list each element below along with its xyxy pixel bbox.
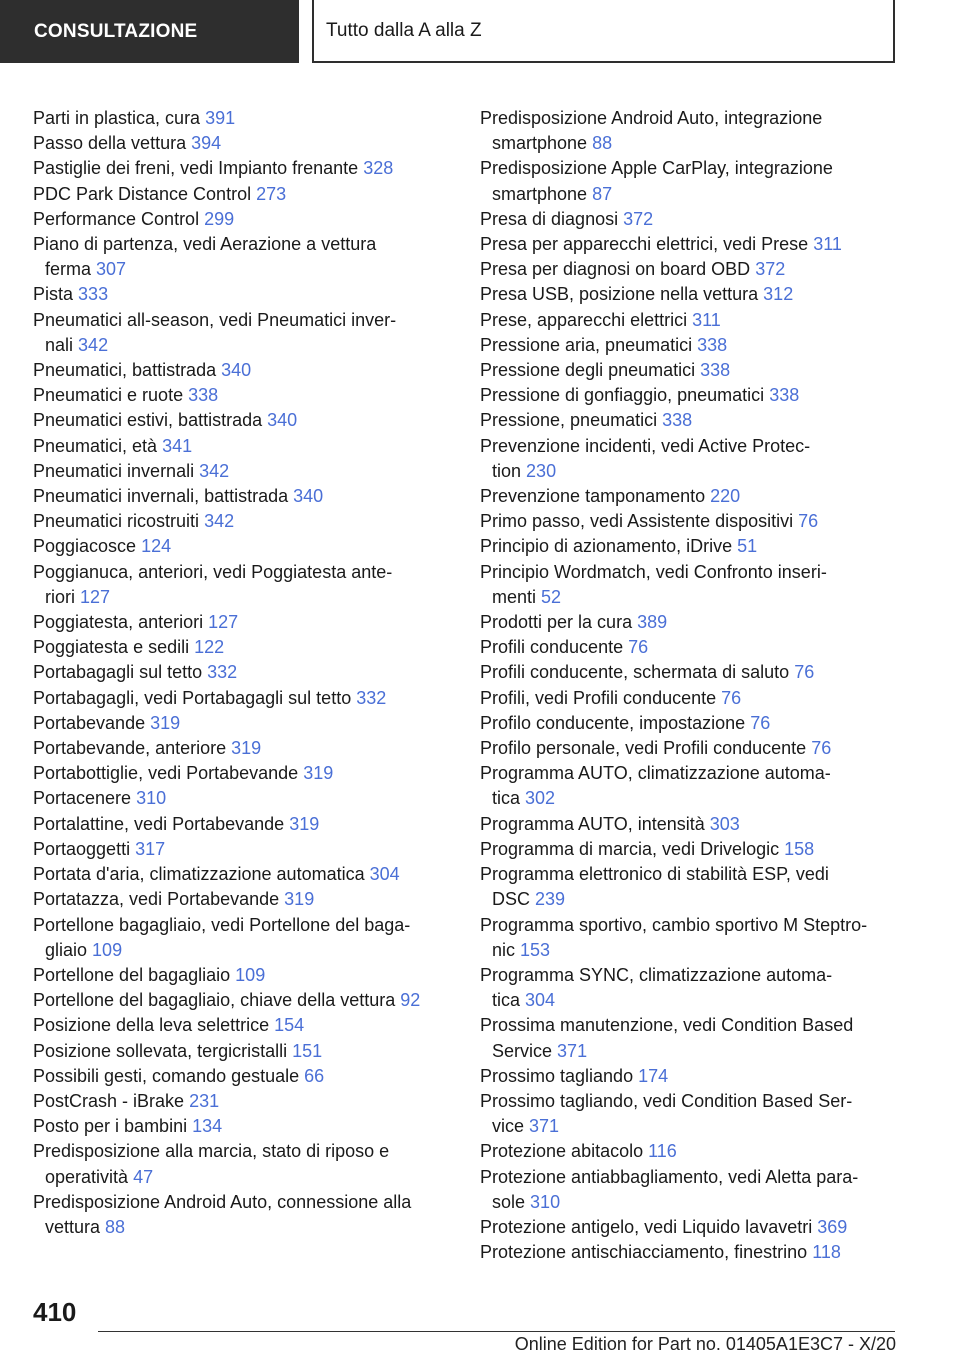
index-entry — [480, 1064, 905, 1089]
index-term: Profili, vedi Profili conducente — [480, 687, 717, 708]
page-link[interactable]: 371 — [529, 1116, 560, 1137]
section-label: CONSULTAZIONE — [34, 20, 198, 42]
index-term: Piano di partenza, vedi Aerazione a vettura — [33, 234, 377, 255]
index-term: Pneumatici, battistrada — [33, 360, 217, 381]
index-term: Programma elettronico di stabilità ESP, vedi — [480, 864, 829, 885]
page-link[interactable]: 312 — [763, 284, 794, 305]
index-term: Possibili gesti, comando gestuale — [33, 1065, 300, 1086]
page-link[interactable]: 338 — [188, 385, 219, 406]
index-term-continuation: DSC — [492, 889, 531, 910]
index-entry — [480, 837, 905, 862]
index-term: Principio di azionamento, iDrive — [480, 536, 733, 557]
index-term: Posto per i bambini — [33, 1116, 188, 1137]
page-link[interactable]: 371 — [557, 1040, 588, 1061]
index-term: Pneumatici estivi, battistrada — [33, 410, 263, 431]
page-link[interactable]: 304 — [369, 864, 400, 885]
index-entry — [33, 913, 443, 963]
index-entry — [480, 534, 905, 559]
index-term: Parti in plastica, cura — [33, 108, 201, 128]
index-entry — [480, 408, 905, 433]
page-link[interactable]: 66 — [304, 1065, 325, 1086]
index-term: Portabevande — [33, 712, 146, 733]
index-term: Programma AUTO, intensità — [480, 813, 705, 834]
index-entry — [33, 106, 443, 131]
index-entry — [480, 1139, 905, 1164]
index-entry — [480, 635, 905, 660]
index-term-continuation: gliaio — [45, 939, 88, 960]
index-entry — [480, 736, 905, 761]
index-column-left — [33, 106, 443, 1240]
index-term-continuation: Service — [492, 1040, 553, 1061]
index-term: Portabagagli, vedi Portabagagli sul tetto — [33, 687, 352, 708]
index-term: Prossima manutenzione, vedi Condition Based — [480, 1015, 854, 1036]
index-term: Performance Control — [33, 208, 200, 229]
index-term: Predisposizione alla marcia, stato di riposo e — [33, 1141, 390, 1162]
index-term: Poggiatesta, anteriori — [33, 612, 204, 633]
index-term-continuation: ferma — [45, 259, 92, 280]
index-term: Protezione antigelo, vedi Liquido lavavetri — [480, 1216, 813, 1237]
index-entry — [480, 1215, 905, 1240]
index-entry — [480, 1089, 905, 1139]
index-term-continuation: operatività — [45, 1166, 129, 1187]
index-term: Pressione, pneumatici — [480, 410, 658, 431]
index-term: Prevenzione incidenti, vedi Active Protec- — [480, 435, 811, 456]
index-term: PDC Park Distance Control — [33, 183, 252, 204]
index-term: Portalattine, vedi Portabevande — [33, 813, 285, 834]
page-link[interactable]: 239 — [535, 889, 566, 910]
index-entry — [33, 308, 443, 358]
index-term-continuation: tica — [492, 990, 521, 1011]
page-link[interactable]: 310 — [530, 1191, 561, 1212]
page-link[interactable]: 342 — [204, 511, 235, 532]
index-term: Protezione abitacolo — [480, 1141, 644, 1162]
index-term-continuation: nali — [45, 334, 74, 355]
index-entry — [33, 560, 443, 610]
page-link[interactable]: 76 — [628, 637, 649, 658]
index-term: Pastiglie dei freni, vedi Impianto frenante — [33, 158, 359, 179]
index-entry — [33, 1114, 443, 1139]
index-term: Posizione sollevata, tergicristalli — [33, 1040, 288, 1061]
page-link[interactable]: 311 — [692, 309, 721, 330]
index-entry — [480, 257, 905, 282]
index-term: Pressione di gonfiaggio, pneumatici — [480, 385, 765, 406]
page-link[interactable]: 391 — [205, 108, 236, 128]
page-link[interactable]: 109 — [92, 939, 123, 960]
index-entry — [33, 711, 443, 736]
page-link[interactable]: 342 — [78, 334, 109, 355]
index-term: Portellone bagagliaio, vedi Portellone del baga- — [33, 914, 411, 935]
index-entry — [33, 988, 443, 1013]
index-term: PostCrash - iBrake — [33, 1090, 185, 1111]
page-link[interactable]: 76 — [721, 687, 742, 708]
page-link[interactable]: 369 — [817, 1216, 848, 1237]
index-entry — [33, 736, 443, 761]
index-term: Profili conducente, schermata di saluto — [480, 662, 790, 683]
index-entry — [33, 509, 443, 534]
page-link[interactable]: 333 — [78, 284, 109, 305]
index-term: Prossimo tagliando, vedi Condition Based Ser- — [480, 1090, 853, 1111]
index-term-continuation: nic — [492, 939, 516, 960]
index-term: Programma di marcia, vedi Drivelogic — [480, 838, 780, 859]
index-term: Portaoggetti — [33, 838, 131, 859]
index-term: Portabottiglie, vedi Portabevande — [33, 763, 299, 784]
index-term: Pneumatici invernali — [33, 460, 195, 481]
index-entry — [33, 1039, 443, 1064]
index-term-continuation: smartphone — [492, 133, 588, 154]
page-link[interactable]: 319 — [231, 738, 262, 759]
page-link[interactable]: 174 — [638, 1065, 669, 1086]
index-entry — [480, 484, 905, 509]
index-term: Portabevande, anteriore — [33, 738, 227, 759]
page-header-title — [312, 0, 895, 63]
page-link[interactable]: 118 — [812, 1242, 841, 1263]
index-entry — [33, 207, 443, 232]
index-entry — [33, 635, 443, 660]
page-link[interactable]: 134 — [192, 1116, 223, 1137]
index-term-continuation: menti — [492, 586, 537, 607]
index-term: Pressione degli pneumatici — [480, 360, 696, 381]
page-link[interactable]: 338 — [662, 410, 693, 431]
index-term: Presa di diagnosi — [480, 208, 619, 229]
index-entry — [480, 963, 905, 1013]
index-entry — [33, 686, 443, 711]
index-term: Poggiacosce — [33, 536, 137, 557]
index-term-continuation: tion — [492, 460, 522, 481]
page-link[interactable]: 87 — [592, 183, 613, 204]
page-link[interactable]: 88 — [105, 1216, 126, 1237]
index-entry — [33, 282, 443, 307]
index-entry — [480, 660, 905, 685]
page-link[interactable]: 328 — [363, 158, 394, 179]
index-entry — [480, 282, 905, 307]
page-link[interactable]: 127 — [80, 586, 111, 607]
index-term: Pneumatici ricostruiti — [33, 511, 200, 532]
page-link[interactable]: 311 — [813, 234, 842, 255]
index-term: Predisposizione Apple CarPlay, integrazione — [480, 158, 833, 179]
edition-note: Online Edition for Part no. 01405A1E3C7 - X/20 — [514, 1334, 896, 1354]
index-term-continuation: tica — [492, 788, 521, 809]
index-term: Pista — [33, 284, 74, 305]
index-term: Poggianuca, anteriori, vedi Poggiatesta ante- — [33, 561, 393, 582]
index-term-continuation: sole — [492, 1191, 526, 1212]
page-link[interactable]: 158 — [784, 838, 815, 859]
page-link[interactable]: 372 — [755, 259, 786, 280]
index-entry — [480, 862, 905, 912]
index-entry — [33, 484, 443, 509]
index-term: Predisposizione Android Auto, integrazione — [480, 108, 823, 128]
index-entry — [480, 711, 905, 736]
index-entry — [33, 660, 443, 685]
index-entry — [33, 358, 443, 383]
index-term: Prevenzione tamponamento — [480, 486, 706, 507]
page-link[interactable]: 51 — [737, 536, 758, 557]
index-entry — [480, 812, 905, 837]
page-link[interactable]: 319 — [289, 813, 320, 834]
page-link[interactable]: 340 — [221, 360, 252, 381]
index-entry — [480, 1165, 905, 1215]
index-entry — [33, 434, 443, 459]
page-link[interactable]: 127 — [208, 612, 239, 633]
page-link[interactable]: 394 — [191, 133, 222, 154]
index-entry — [33, 887, 443, 912]
index-entry — [480, 761, 905, 811]
page-link[interactable]: 52 — [541, 586, 562, 607]
page-link[interactable]: 76 — [811, 738, 832, 759]
index-entry — [480, 610, 905, 635]
index-term: Protezione antischiacciamento, finestrino — [480, 1242, 808, 1263]
index-entry — [33, 1089, 443, 1114]
index-entry — [33, 1013, 443, 1038]
index-term: Posizione della leva selettrice — [33, 1015, 270, 1036]
index-term: Portatazza, vedi Portabevande — [33, 889, 280, 910]
index-term: Pneumatici all-season, vedi Pneumatici inver- — [33, 309, 397, 330]
index-entry — [33, 182, 443, 207]
index-term: Portacenere — [33, 788, 132, 809]
index-entry — [480, 434, 905, 484]
page-link[interactable]: 317 — [135, 838, 166, 859]
index-entry — [33, 383, 443, 408]
index-term-continuation: riori — [45, 586, 75, 607]
index-entry — [33, 1139, 443, 1189]
index-entry — [33, 408, 443, 433]
index-term: Prese, apparecchi elettrici — [480, 309, 688, 330]
page-link[interactable]: 332 — [356, 687, 387, 708]
page-link[interactable]: 151 — [292, 1040, 323, 1061]
index-entry — [33, 534, 443, 559]
page-link[interactable]: 319 — [284, 889, 315, 910]
page-link[interactable]: 76 — [798, 511, 819, 532]
footer-divider — [98, 1331, 895, 1332]
index-entry — [480, 207, 905, 232]
section-tab — [0, 0, 299, 63]
index-entry — [480, 308, 905, 333]
page-link[interactable]: 338 — [769, 385, 800, 406]
page-link[interactable]: 303 — [709, 813, 740, 834]
index-term: Passo della vettura — [33, 133, 187, 154]
index-term-continuation: vettura — [45, 1216, 101, 1237]
index-entry — [33, 837, 443, 862]
index-column-right — [480, 106, 905, 1265]
index-entry — [33, 131, 443, 156]
header-title-text: Tutto dalla A alla Z — [326, 19, 482, 41]
page-link[interactable]: 332 — [207, 662, 238, 683]
index-entry — [33, 1064, 443, 1089]
index-term: Portabagagli sul tetto — [33, 662, 203, 683]
index-entry — [33, 812, 443, 837]
index-term: Presa per diagnosi on board OBD — [480, 259, 751, 280]
page-link[interactable]: 76 — [794, 662, 815, 683]
index-entry — [480, 383, 905, 408]
page-link[interactable]: 319 — [150, 712, 181, 733]
index-entry — [480, 1013, 905, 1063]
index-term: Protezione antiabbagliamento, vedi Aletta para- — [480, 1166, 859, 1187]
page-link[interactable]: 220 — [710, 486, 741, 507]
page-link[interactable]: 340 — [293, 486, 324, 507]
page-link[interactable]: 231 — [189, 1090, 220, 1111]
index-term: Prodotti per la cura — [480, 612, 633, 633]
index-term: Portellone del bagagliaio — [33, 964, 231, 985]
index-term: Pneumatici invernali, battistrada — [33, 486, 289, 507]
page-link[interactable]: 340 — [267, 410, 298, 431]
index-entry — [33, 862, 443, 887]
index-term: Prossimo tagliando — [480, 1065, 634, 1086]
index-term: Programma AUTO, climatizzazione automa- — [480, 763, 831, 784]
index-term: Portellone del bagagliaio, chiave della vettura — [33, 990, 396, 1011]
index-entry — [33, 786, 443, 811]
index-entry — [480, 333, 905, 358]
index-entry — [33, 459, 443, 484]
index-entry — [33, 1190, 443, 1240]
index-term-continuation: smartphone — [492, 183, 588, 204]
index-term: Predisposizione Android Auto, connessione alla — [33, 1191, 412, 1212]
page-link[interactable]: 124 — [141, 536, 172, 557]
page-link[interactable]: 307 — [96, 259, 127, 280]
page-link[interactable]: 319 — [303, 763, 334, 784]
index-term-continuation: vice — [492, 1116, 525, 1137]
page-link[interactable]: 338 — [700, 360, 731, 381]
index-term: Presa USB, posizione nella vettura — [480, 284, 759, 305]
page-number: 410 — [33, 1297, 77, 1327]
index-entry — [480, 232, 905, 257]
index-term: Profilo conducente, impostazione — [480, 712, 746, 733]
page-link[interactable]: 47 — [133, 1166, 154, 1187]
page-link[interactable]: 299 — [204, 208, 235, 229]
index-entry — [33, 232, 443, 282]
page-link[interactable]: 389 — [637, 612, 668, 633]
index-entry — [480, 686, 905, 711]
page-link[interactable]: 230 — [526, 460, 557, 481]
index-term: Profilo personale, vedi Profili conducente — [480, 738, 807, 759]
page-link[interactable]: 116 — [648, 1141, 677, 1162]
index-entry — [480, 156, 905, 206]
index-term: Programma sportivo, cambio sportivo M Steptro- — [480, 914, 868, 935]
index-entry — [480, 560, 905, 610]
index-entry — [33, 761, 443, 786]
page-link[interactable]: 338 — [697, 334, 728, 355]
index-entry — [33, 963, 443, 988]
page-link[interactable]: 122 — [194, 637, 225, 658]
page-link[interactable]: 341 — [162, 435, 193, 456]
page-link[interactable]: 76 — [750, 712, 771, 733]
page-link[interactable]: 154 — [274, 1015, 305, 1036]
index-term: Programma SYNC, climatizzazione automa- — [480, 964, 833, 985]
index-term: Primo passo, vedi Assistente dispositivi — [480, 511, 794, 532]
index-term: Principio Wordmatch, vedi Confronto inseri- — [480, 561, 827, 582]
page-link[interactable]: 273 — [256, 183, 287, 204]
page-link[interactable]: 109 — [235, 964, 266, 985]
index-entry — [33, 156, 443, 181]
page-link[interactable]: 302 — [525, 788, 556, 809]
page-link[interactable]: 310 — [136, 788, 167, 809]
page-link[interactable]: 342 — [199, 460, 230, 481]
index-term: Portata d'aria, climatizzazione automatica — [33, 864, 365, 885]
index-term: Presa per apparecchi elettrici, vedi Prese — [480, 234, 809, 255]
page-link[interactable]: 92 — [400, 990, 421, 1011]
index-entry — [480, 913, 905, 963]
index-entry — [480, 358, 905, 383]
index-entry — [480, 1240, 905, 1265]
index-term: Poggiatesta e sedili — [33, 637, 190, 658]
index-entry — [33, 610, 443, 635]
index-entry — [480, 509, 905, 534]
index-term: Pressione aria, pneumatici — [480, 334, 693, 355]
page-link[interactable]: 372 — [623, 208, 654, 229]
index-entry — [480, 106, 905, 156]
index-term: Pneumatici e ruote — [33, 385, 184, 406]
page-link[interactable]: 88 — [592, 133, 613, 154]
page-link[interactable]: 153 — [520, 939, 551, 960]
index-term: Pneumatici, età — [33, 435, 158, 456]
index-term: Profili conducente — [480, 637, 624, 658]
page-link[interactable]: 304 — [525, 990, 556, 1011]
